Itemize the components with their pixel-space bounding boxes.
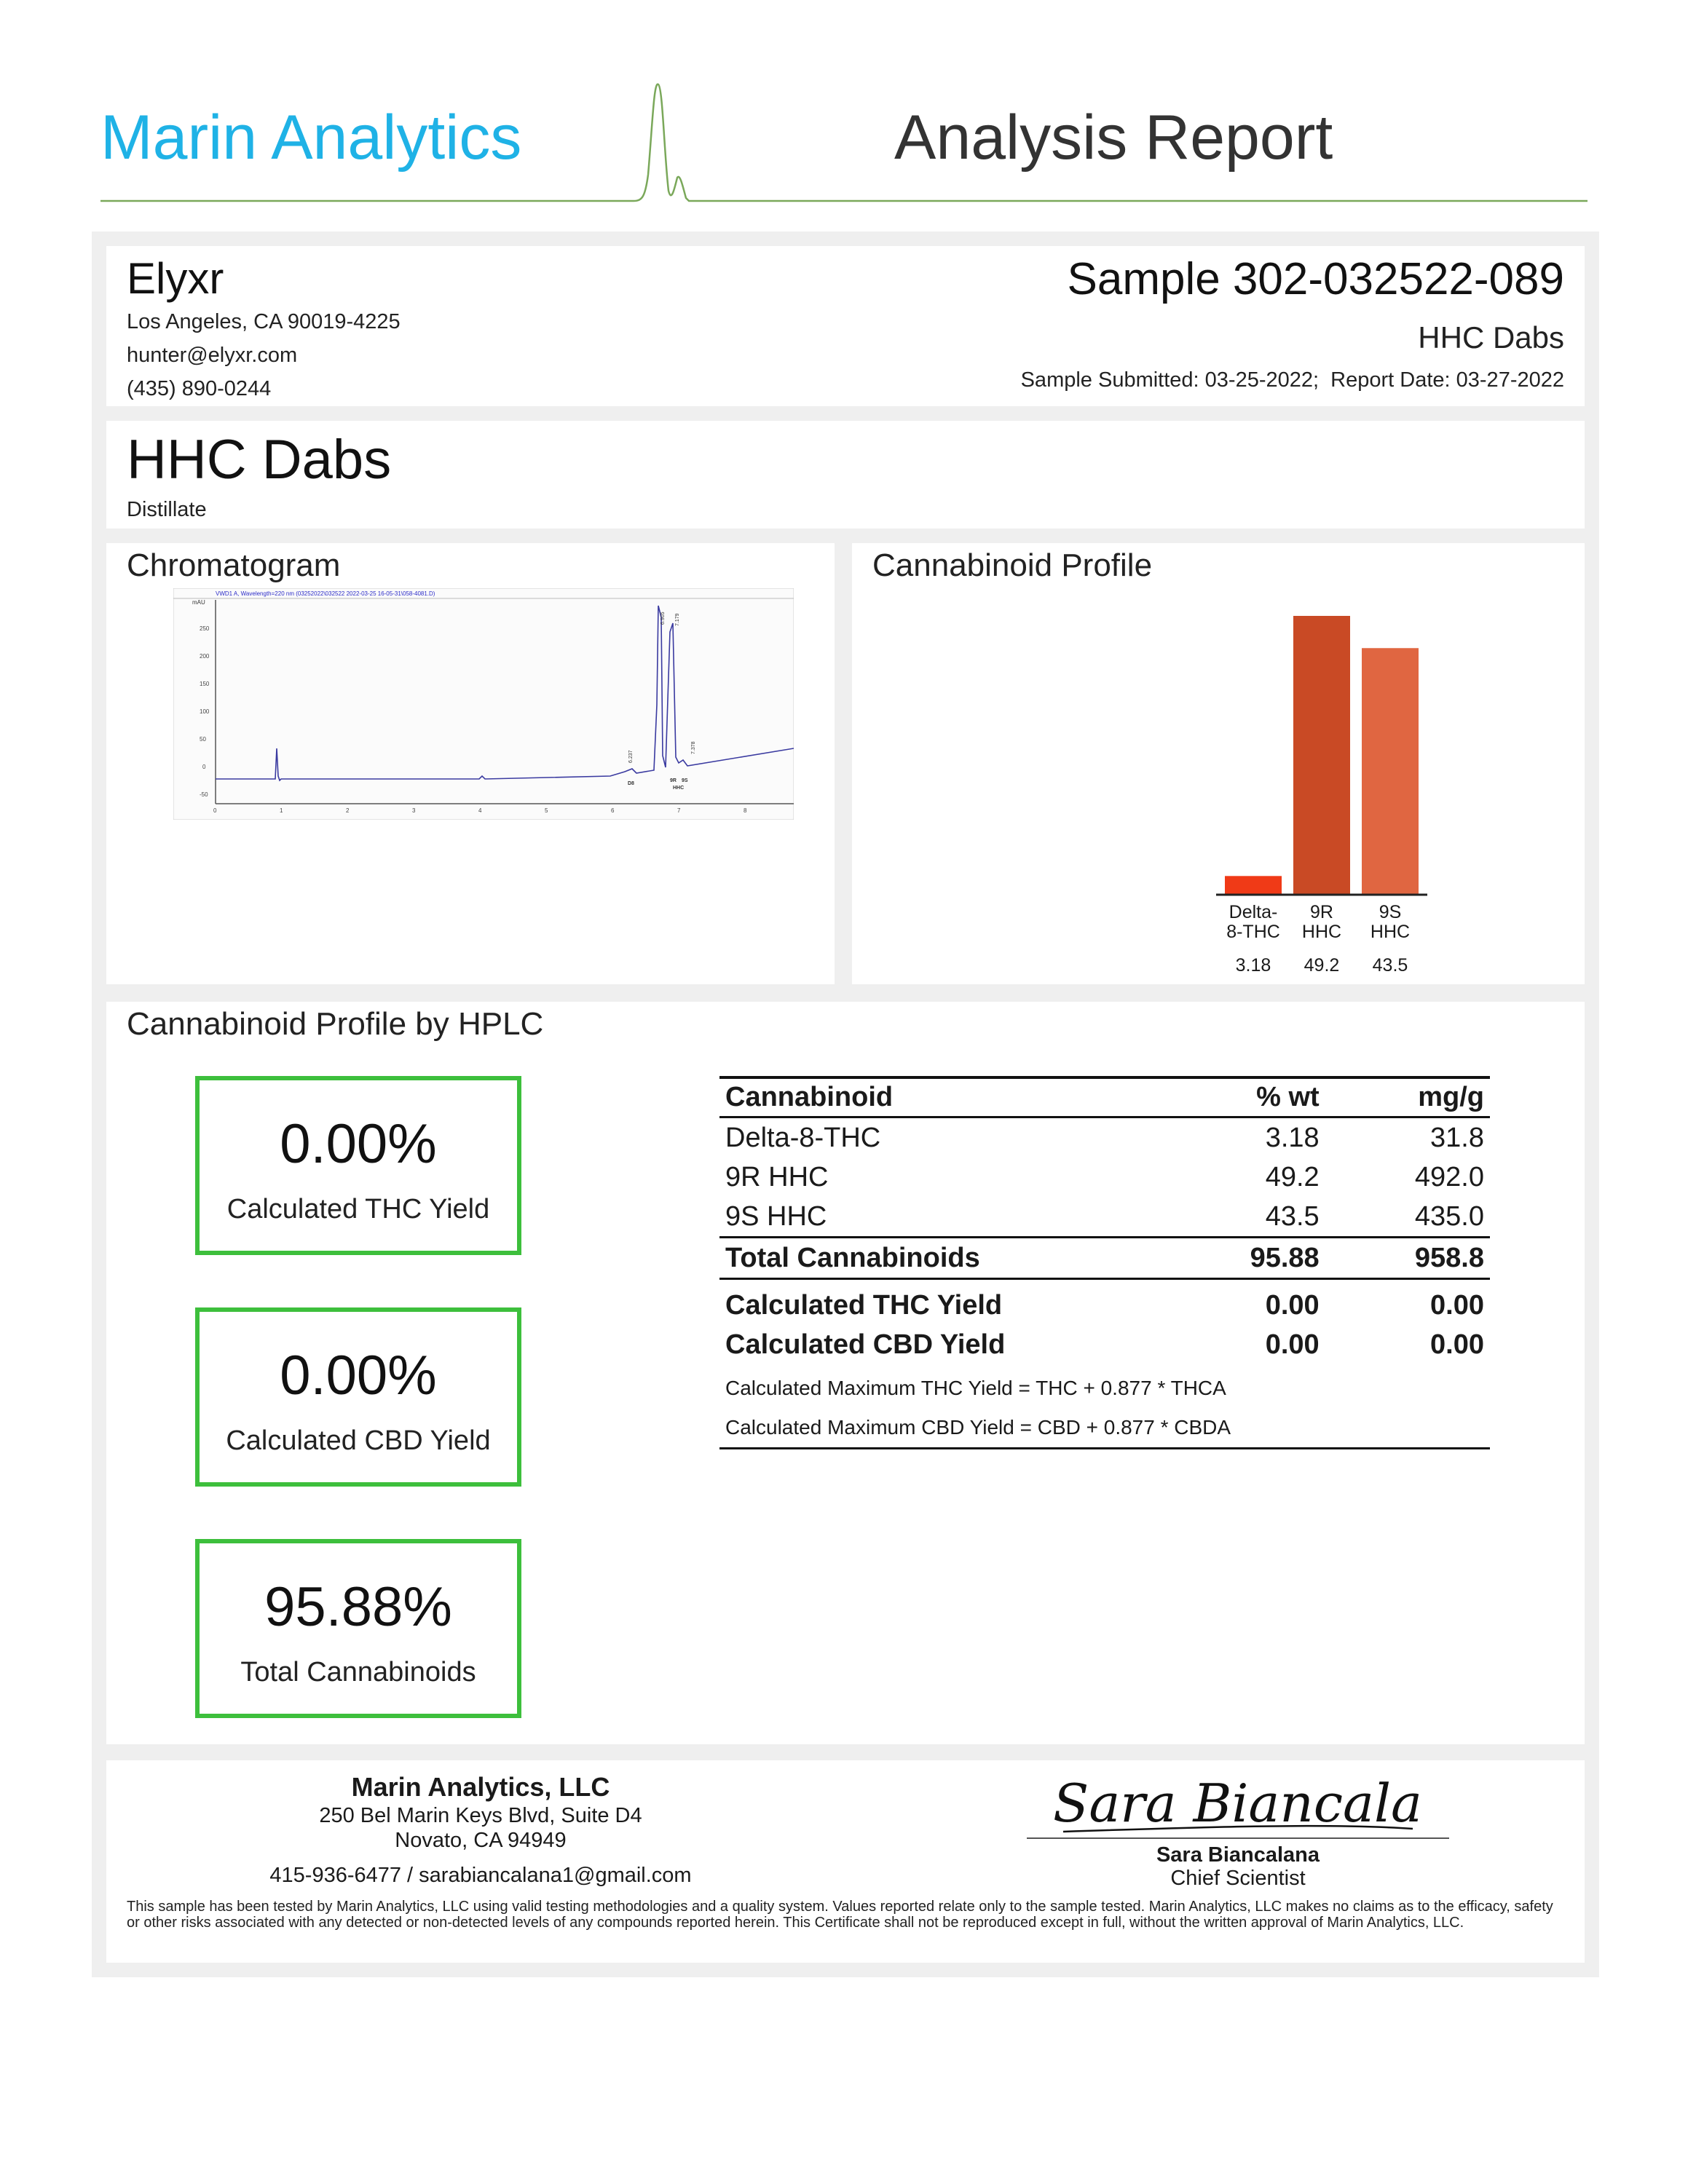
product-type: Distillate <box>127 498 207 521</box>
kpi-label: Calculated THC Yield <box>226 1194 490 1224</box>
bar-value-label: 3.18 <box>1235 955 1271 976</box>
bar-delta-8-thc <box>1225 876 1282 894</box>
signer-name: Sara Biancalana <box>1156 1843 1320 1867</box>
col-mg-g: mg/g <box>1363 1077 1490 1117</box>
disclaimer: This sample has been tested by Marin Analytics, LLC using valid testing methodologies and a quality system. Values reported relate only to the sample tested. Marin Analytics, LLC makes no claims as to the efficacy, safety or other risks associated with any detected or non-detected levels of any compounds reported herein. This Certificate shall not be reproduced except in full, without the written approval of Marin Analytics, LLC. <box>127 1899 1553 1931</box>
kpi-label: Total Cannabinoids <box>240 1657 476 1688</box>
svg-text:4: 4 <box>478 807 482 814</box>
svg-text:3: 3 <box>412 807 416 814</box>
bar-value-label: 43.5 <box>1372 955 1408 976</box>
kpi-total-cannabinoids <box>195 1539 521 1718</box>
chromatogram-title: Chromatogram <box>127 547 341 583</box>
svg-text:7.378: 7.378 <box>691 741 696 754</box>
table-total-row: Total Cannabinoids 95.88 958.8 <box>719 1238 1490 1279</box>
table-row: Delta-8-THC 3.18 31.8 <box>725 1122 1484 1153</box>
svg-text:7.179: 7.179 <box>675 613 680 626</box>
signature-image <box>1019 1762 1449 1849</box>
bar-category-label: 9S HHC <box>1370 902 1411 942</box>
sample-dates: Sample Submitted: 03-25-2022; Report Date: 03-27-2022 <box>1020 368 1564 392</box>
chromatogram-panel <box>106 543 835 984</box>
svg-text:50: 50 <box>200 736 206 743</box>
svg-text:-50: -50 <box>200 791 208 798</box>
y-unit: mAU <box>192 599 205 606</box>
signer-title: Chief Scientist <box>1170 1867 1306 1890</box>
svg-text:0: 0 <box>213 807 217 814</box>
report-title: Analysis Report <box>894 103 1333 173</box>
kpi-thc-yield <box>195 1076 521 1255</box>
hplc-table <box>719 1076 1490 1449</box>
sample-id: Sample 302-032522-089 <box>1067 254 1564 304</box>
product-panel <box>106 421 1585 529</box>
signature-text: Sara Biancala <box>1053 1773 1422 1834</box>
client-phone: (435) 890-0244 <box>127 377 272 400</box>
svg-text:9R: 9R <box>670 778 677 783</box>
header-peak-line <box>0 0 1688 218</box>
col-cannabinoid: Cannabinoid <box>719 1077 1177 1117</box>
bar-9s-hhc <box>1362 648 1419 894</box>
footer-address-2: Novato, CA 94949 <box>395 1829 567 1852</box>
profile-panel <box>852 543 1585 984</box>
chromatogram-header: VWD1 A, Wavelength=220 nm (03252022\032522 2022-03-25 16-05-31\058-4081.D) <box>216 590 435 597</box>
table-yield-row: Calculated CBD Yield 0.00 0.00 <box>725 1329 1484 1360</box>
chromatogram-image <box>173 588 794 820</box>
svg-text:7: 7 <box>677 807 681 814</box>
table-note-row: Calculated Maximum CBD Yield = CBD + 0.877 * CBDA <box>719 1408 1490 1449</box>
bar-category-label: 9R HHC <box>1301 902 1342 942</box>
svg-text:D8: D8 <box>628 781 634 786</box>
signature-line <box>1027 1837 1449 1839</box>
kpi-label: Calculated CBD Yield <box>226 1425 491 1456</box>
hplc-title: Cannabinoid Profile by HPLC <box>127 1006 544 1042</box>
svg-text:HHC: HHC <box>673 786 685 791</box>
sample-product: HHC Dabs <box>1418 320 1564 355</box>
svg-text:0: 0 <box>202 764 206 770</box>
table-row: 9R HHC 49.2 492.0 <box>725 1161 1484 1192</box>
client-email: hunter@elyxr.com <box>127 344 298 367</box>
svg-text:6: 6 <box>611 807 615 814</box>
svg-text:150: 150 <box>200 681 210 687</box>
kpi-value: 95.88% <box>264 1576 452 1638</box>
footer-contact: 415-936-6477 / sarabiancalana1@gmail.com <box>269 1864 692 1887</box>
table-yield-row: Calculated THC Yield 0.00 0.00 <box>725 1289 1484 1321</box>
bar-value-label: 49.2 <box>1304 955 1340 976</box>
svg-text:5: 5 <box>545 807 548 814</box>
product-name: HHC Dabs <box>127 429 392 491</box>
kpi-value: 0.00% <box>280 1113 437 1175</box>
kpi-cbd-yield <box>195 1307 521 1487</box>
svg-text:200: 200 <box>200 653 210 660</box>
client-name: Elyxr <box>127 254 224 303</box>
svg-text:6.237: 6.237 <box>628 750 634 763</box>
svg-text:250: 250 <box>200 625 210 632</box>
svg-text:2: 2 <box>346 807 350 814</box>
bar-category-label: Delta- 8-THC <box>1226 902 1280 942</box>
table-note-row: Calculated Maximum THC Yield = THC + 0.877 * THCA <box>725 1377 1226 1399</box>
profile-title: Cannabinoid Profile <box>872 547 1153 583</box>
client-address: Los Angeles, CA 90019-4225 <box>127 310 401 333</box>
footer-address-1: 250 Bel Marin Keys Blvd, Suite D4 <box>319 1804 642 1827</box>
client-panel <box>106 246 1585 406</box>
bar-9r-hhc <box>1293 616 1350 894</box>
footer-company: Marin Analytics, LLC <box>351 1772 610 1802</box>
svg-text:6.905: 6.905 <box>660 612 666 625</box>
svg-text:9S: 9S <box>682 778 688 783</box>
kpi-value: 0.00% <box>280 1345 437 1406</box>
svg-text:100: 100 <box>200 708 210 715</box>
brand-logo-text: Marin Analytics <box>100 103 522 173</box>
table-row: 9S HHC 43.5 435.0 <box>725 1200 1484 1232</box>
profile-bar-chart <box>852 543 1585 984</box>
col-pct-wt: % wt <box>1177 1077 1363 1117</box>
svg-text:1: 1 <box>280 807 283 814</box>
table-header-row <box>719 1077 1490 1117</box>
svg-text:8: 8 <box>744 807 747 814</box>
